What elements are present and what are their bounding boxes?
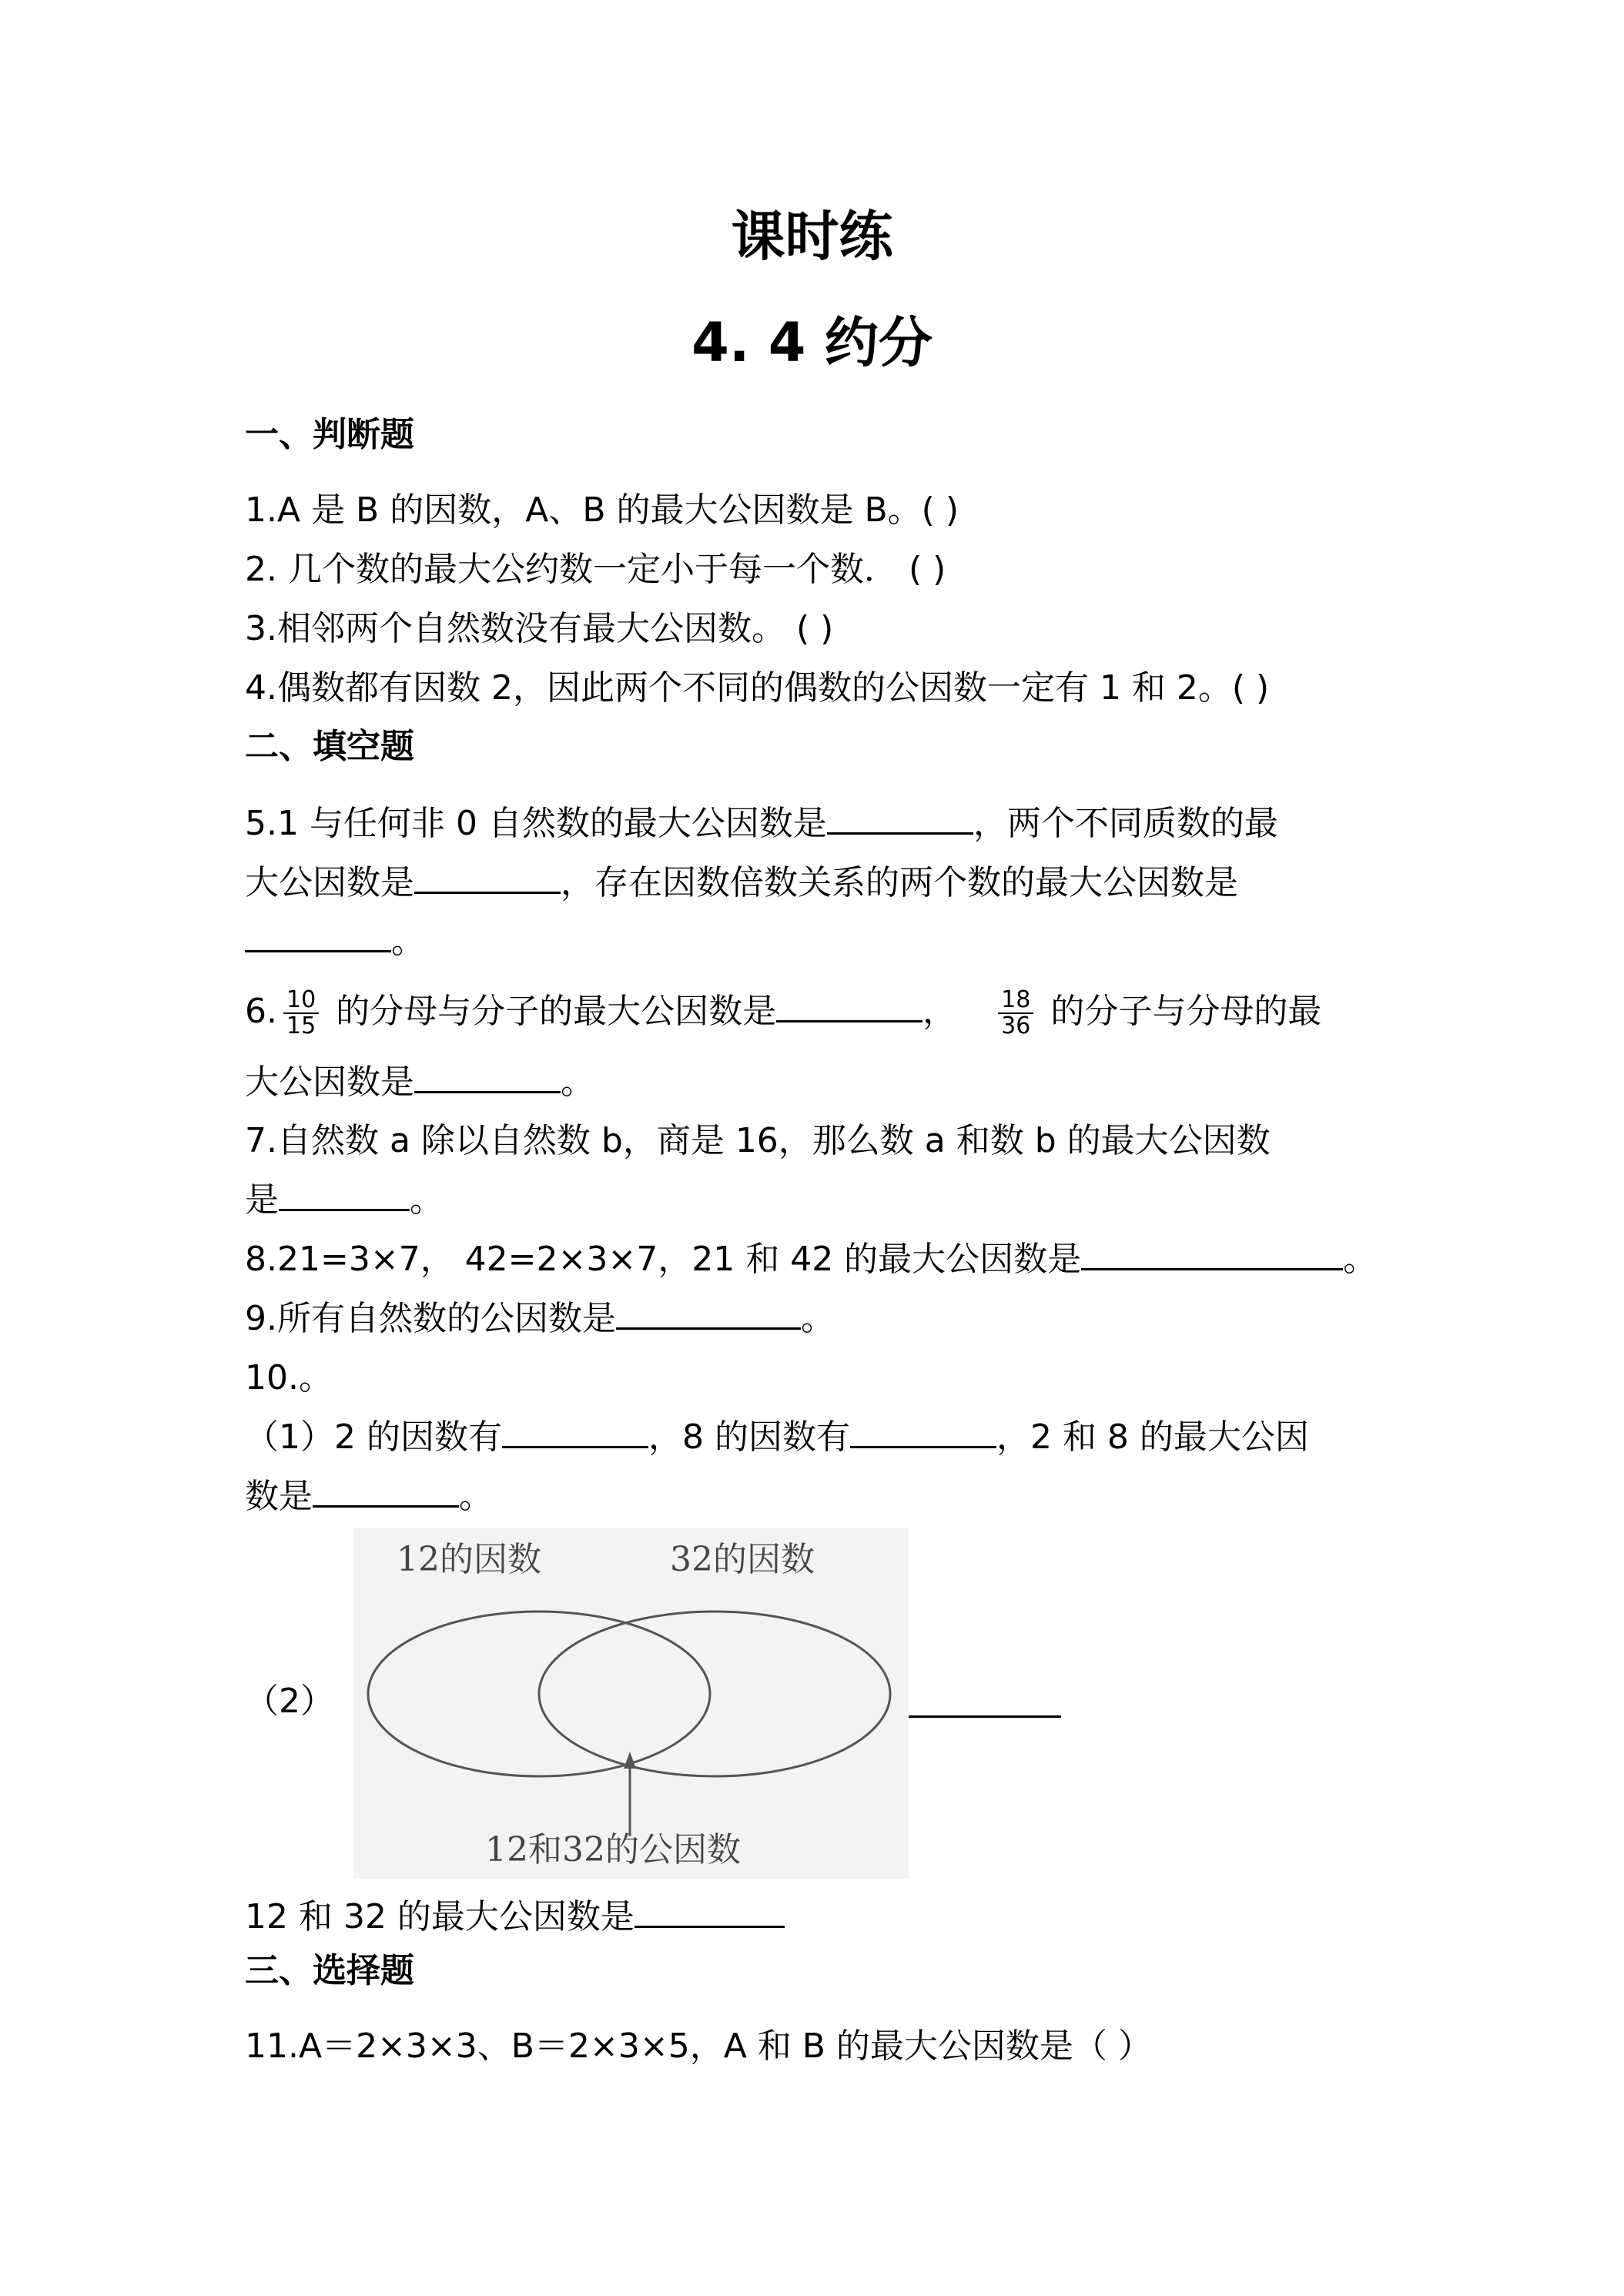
answer-blank[interactable] — [776, 994, 922, 1022]
page-subtitle: 4. 4 约分 — [691, 311, 933, 374]
answer-blank[interactable] — [414, 865, 561, 894]
question-5-line3 — [245, 919, 425, 965]
question-10-part3 — [245, 1894, 785, 1940]
venn-right-ellipse — [539, 1612, 890, 1776]
fraction-10-15: $\frac{10}{15}$ — [283, 988, 319, 1039]
section-multiple-choice: 三、选择题 — [245, 1951, 414, 1990]
q6-text-c: ， — [922, 992, 957, 1031]
q9-text-b: 。 — [800, 1299, 835, 1338]
fraction-18-36: $\frac{18}{36}$ — [998, 988, 1033, 1039]
q6-text-d: 的分子与分母的最 — [1050, 992, 1322, 1031]
answer-blank[interactable] — [909, 1713, 1061, 1718]
question-6-line1 — [245, 988, 1321, 1039]
question-10-part2-label: （2） — [245, 1682, 334, 1721]
question-11: 11.A＝2×3×3、B＝2×3×5，A 和 B 的最大公因数是（ ） — [245, 2027, 1152, 2066]
q5-text-b: ，两个不同质数的最 — [973, 804, 1278, 843]
question-7-line2 — [245, 1177, 444, 1223]
venn-bottom-label: 12和32的公因数 — [485, 1830, 741, 1869]
answer-blank[interactable] — [502, 1420, 648, 1448]
section-fill-in: 二、填空题 — [245, 727, 414, 766]
answer-blank[interactable] — [1081, 1242, 1343, 1270]
question-5-line1 — [245, 801, 1278, 847]
venn-svg — [354, 1528, 909, 1879]
q5-text-c: 大公因数是 — [245, 863, 414, 902]
question-2: 2. 几个数的最大公约数一定小于每一个数． ( ) — [245, 550, 946, 589]
q5-text-d: ，存在因数倍数关系的两个数的最大公因数是 — [561, 863, 1238, 902]
section-true-false: 一、判断题 — [245, 415, 414, 454]
q10-1-text-e: 。 — [459, 1477, 493, 1516]
answer-blank[interactable] — [414, 1065, 561, 1093]
question-3: 3.相邻两个自然数没有最大公因数。 ( ) — [245, 609, 834, 648]
venn-left-label: 12的因数 — [397, 1540, 541, 1579]
answer-blank[interactable] — [827, 806, 973, 835]
q6-text-g: 。 — [561, 1063, 594, 1102]
question-6-line2 — [245, 1059, 594, 1106]
page-title: 课时练 — [731, 205, 893, 268]
answer-blank[interactable] — [635, 1899, 785, 1928]
q5-text-e: 。 — [391, 922, 425, 961]
q10-1-text-a: （1）2 的因数有 — [245, 1417, 502, 1457]
venn-right-label: 32的因数 — [670, 1540, 815, 1579]
q10-1-text-b: ，8 的因数有 — [648, 1417, 850, 1457]
answer-blank[interactable] — [245, 924, 391, 952]
q10-1-text-c: ，2 和 8 的最大公因 — [996, 1417, 1309, 1457]
answer-blank[interactable] — [279, 1183, 410, 1211]
question-5-line2 — [245, 860, 1238, 906]
q7-text-b: 是 — [245, 1180, 279, 1220]
question-10-part1-line1 — [245, 1414, 1309, 1461]
question-10-part1-line2 — [245, 1474, 493, 1520]
q10-3-text: 12 和 32 的最大公因数是 — [245, 1897, 635, 1936]
question-9 — [245, 1296, 835, 1342]
venn-diagram — [354, 1528, 909, 1879]
q9-text-a: 9.所有自然数的公因数是 — [245, 1299, 616, 1338]
q5-text-a: 5.1 与任何非 0 自然数的最大公因数是 — [245, 804, 827, 843]
answer-blank[interactable] — [313, 1479, 459, 1508]
q8-text-b: 。 — [1343, 1240, 1378, 1279]
question-10: 10.。 — [245, 1358, 333, 1397]
question-7-line1: 7.自然数 a 除以自然数 b，商是 16，那么数 a 和数 b 的最大公因数 — [245, 1121, 1271, 1160]
answer-blank[interactable] — [850, 1420, 996, 1448]
q7-text-c: 。 — [410, 1180, 444, 1220]
question-8 — [245, 1237, 1377, 1283]
question-1: 1.A 是 B 的因数，A、B 的最大公因数是 B。( ) — [245, 490, 959, 530]
q6-text-a: 6. — [245, 992, 277, 1031]
q6-text-b: 的分母与分子的最大公因数是 — [336, 992, 777, 1031]
question-4: 4.偶数都有因数 2，因此两个不同的偶数的公因数一定有 1 和 2。( ) — [245, 668, 1270, 708]
q10-1-text-d: 数是 — [245, 1477, 313, 1516]
venn-arrow-head — [624, 1752, 636, 1769]
q8-text-a: 8.21=3×7， 42=2×3×7，21 和 42 的最大公因数是 — [245, 1240, 1082, 1279]
answer-blank[interactable] — [616, 1301, 801, 1330]
q6-text-e: 大公因数是 — [245, 1063, 414, 1102]
